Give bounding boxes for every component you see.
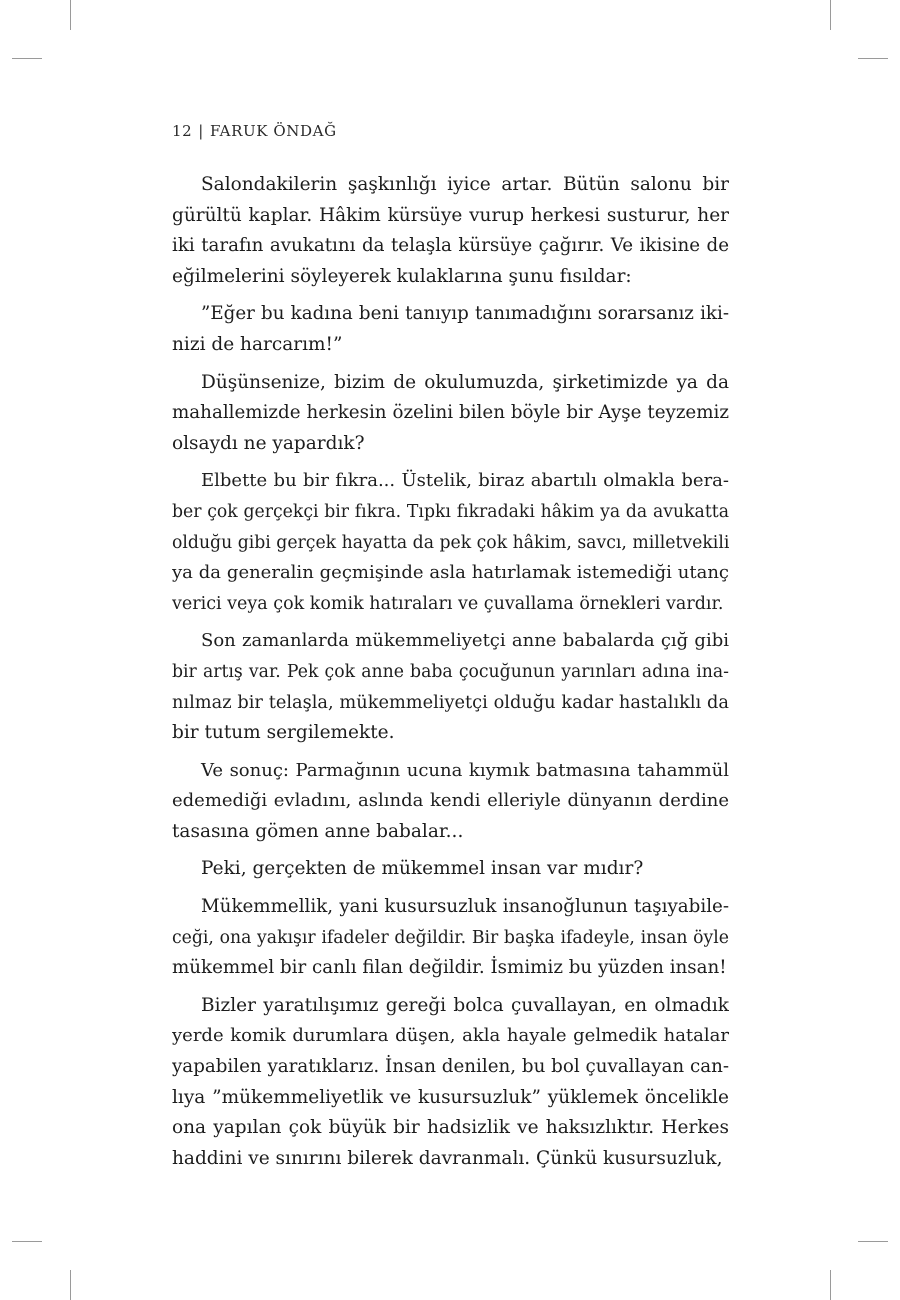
crop-mark-bottom-right xyxy=(830,1270,831,1300)
running-head xyxy=(172,122,337,140)
text-line: Bizler yaratılışımız gereği bolca çuvallayan, en olmadık xyxy=(201,994,729,1016)
text-line: ber çok gerçekçi bir fıkra. Tıpkı fıkradaki hâkim ya da avukatta xyxy=(172,501,729,522)
crop-mark-left-top xyxy=(12,58,42,59)
crop-mark-right-top xyxy=(858,58,888,59)
text-line: yapabilen yaratıklarız. İnsan denilen, bu bol çuvallayan can- xyxy=(172,1056,729,1078)
paragraph xyxy=(172,368,729,460)
body-text xyxy=(172,170,729,1181)
text-line: gürültü kaplar. Hâkim kürsüye vurup herkesi susturur, her xyxy=(172,204,729,226)
text-line: Salondakilerin şaşkınlığı iyice artar. Bütün salonu bir xyxy=(201,174,729,195)
text-line: ya da generalin geçmişinde asla hatırlamak istemediği utanç xyxy=(172,562,729,584)
text-line: bir artış var. Pek çok anne baba çocuğunun yarınları adına ina- xyxy=(172,661,729,682)
text-line: yerde komik durumlara düşen, akla hayale gelmedik hatalar xyxy=(172,1025,729,1047)
crop-mark-top-right xyxy=(830,0,831,30)
text-line: olsaydı ne yapardık? xyxy=(172,432,365,454)
text-line: iki tarafın avukatını da telaşla kürsüye çağırır. Ve ikisine de xyxy=(172,235,729,257)
author-name: FARUK ÖNDAĞ xyxy=(209,122,337,140)
header-separator: | xyxy=(198,122,204,140)
text-line: tasasına gömen anne babalar... xyxy=(172,820,464,842)
text-line: ceği, ona yakışır ifadeler değildir. Bir başka ifadeyle, insan öyle xyxy=(172,927,729,948)
text-line: lıya ”mükemmeliyetlik ve kusursuzluk” yüklemek öncelikle xyxy=(172,1086,729,1108)
text-line: eğilmelerini söyleyerek kulaklarına şunu fısıldar: xyxy=(172,265,632,287)
text-line: Elbette bu bir fıkra... Üstelik, biraz abartılı olmakla bera- xyxy=(201,470,729,492)
paragraph xyxy=(172,854,729,885)
text-line: edemediği evladını, aslında kendi elleriyle dünyanın derdine xyxy=(172,790,729,812)
paragraph xyxy=(172,991,729,1175)
crop-mark-bottom-left xyxy=(70,1270,71,1300)
paragraph xyxy=(172,892,729,984)
paragraph xyxy=(172,170,729,292)
text-line: Peki, gerçekten de mükemmel insan var mıdır? xyxy=(201,858,644,880)
crop-mark-left-bottom xyxy=(12,1241,42,1242)
crop-mark-right-bottom xyxy=(858,1241,888,1242)
text-line: Son zamanlarda mükemmeliyetçi anne babalarda çığ gibi xyxy=(201,630,729,652)
text-line: mükemmel bir canlı filan değildir. İsmimiz bu yüzden insan! xyxy=(172,957,727,979)
text-line: ona yapılan çok büyük bir hadsizlik ve haksızlıktır. Herkes xyxy=(172,1117,729,1139)
text-line: nizi de harcarım!” xyxy=(172,333,343,355)
text-line: olduğu gibi gerçek hayatta da pek çok hâkim, savcı, milletvekili xyxy=(172,532,729,553)
page-number: 12 xyxy=(172,122,193,140)
paragraph xyxy=(172,299,729,360)
text-line: verici veya çok komik hatıraları ve çuvallama örnekleri vardır. xyxy=(172,593,724,614)
text-line: bir tutum sergilemekte. xyxy=(172,722,395,744)
text-line: Ve sonuç: Parmağının ucuna kıymık batmasına tahammül xyxy=(201,759,729,781)
text-line: Düşünsenize, bizim de okulumuzda, şirketimizde ya da xyxy=(201,371,729,393)
paragraph xyxy=(172,756,729,848)
text-line: Mükemmellik, yani kusursuzluk insanoğlunun taşıyabile- xyxy=(201,896,729,918)
paragraph xyxy=(172,466,729,619)
text-line: mahallemizde herkesin özelini bilen böyle bir Ayşe teyzemiz xyxy=(172,402,729,424)
text-line: ”Eğer bu kadına beni tanıyıp tanımadığını sorarsanız iki- xyxy=(201,303,729,325)
paragraph xyxy=(172,626,729,748)
crop-mark-top-left xyxy=(70,0,71,30)
text-line: nılmaz bir telaşla, mükemmeliyetçi olduğu kadar hastalıklı da xyxy=(172,692,729,713)
text-line: haddini ve sınırını bilerek davranmalı. Çünkü kusursuzluk, xyxy=(172,1147,723,1169)
